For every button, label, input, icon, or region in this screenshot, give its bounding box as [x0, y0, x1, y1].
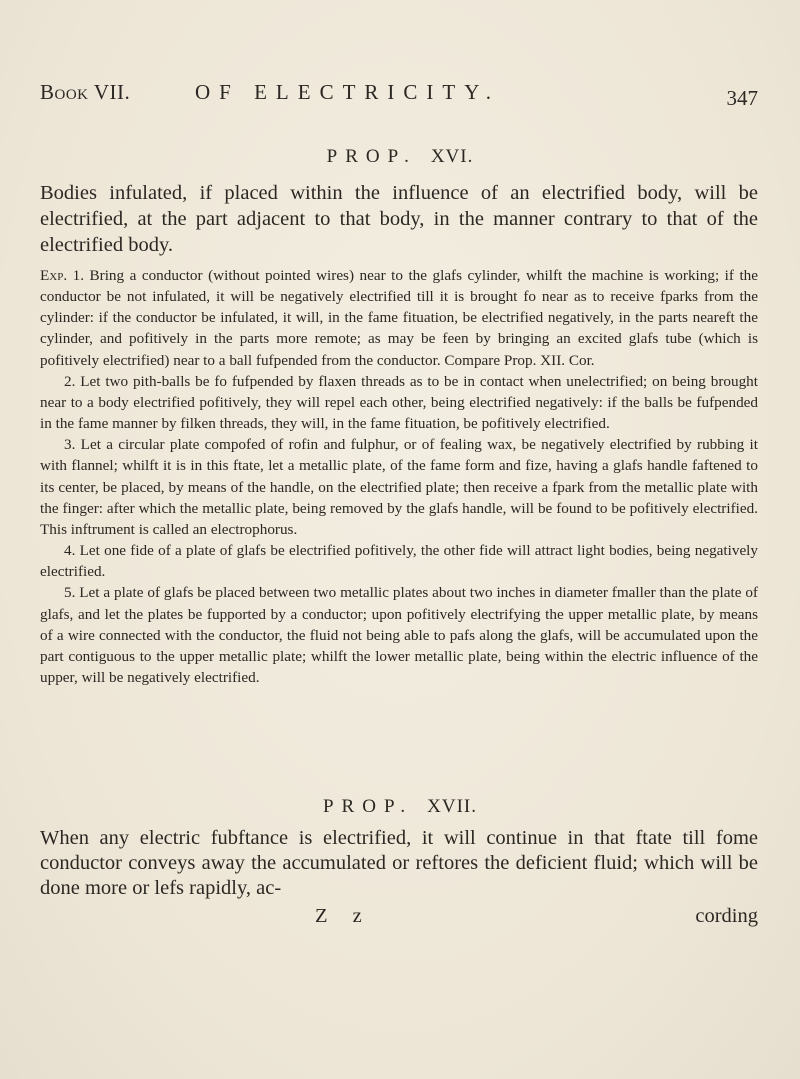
prop-17-statement: When any electric fubftance is electrified, it will continue in that ftate till fome conductor conveys away the accumulated or reftores the deficient fluid; which will be done more or lefs rapidly, ac-	[40, 827, 758, 899]
prop-16-label: PROP.	[326, 146, 417, 167]
experiment-2: 2. Let two pith-balls be fo fufpended by flaxen threads as to be in contact when unelectrified; on being brought near to a body electrified pofitively, they will repel each other, being electrified negatively: if the balls be fufpended in the fame manner by filken threads, they will, in the fame fituation, be pofitively electrified.	[40, 372, 758, 433]
experiment-5: 5. Let a plate of glafs be placed between two metallic plates about two inches in diameter fmaller than the plate of glafs, and let the plates be fupported by a conductor; upon pofitively electrifying the upper metallic plate, by means of a wire connected with the conductor, the fluid not being able to pafs along the glafs, will be accumulated upon the part contiguous to the upper metallic plate; whilft the lower metallic plate, being within the electric influence of the upper, will be negatively electrified.	[40, 584, 758, 686]
exp-label: Exp.	[40, 267, 68, 284]
page-number: 347	[726, 86, 758, 110]
prop-17-number: XVII.	[427, 796, 478, 817]
prop-16-statement: Bodies infulated, if placed within the influence of an electrified body, will be electrified, at the part adjacent to that body, in the manner contrary to that of the electrified body.	[40, 182, 758, 256]
prop-16-heading	[0, 146, 800, 168]
prop-17-label: PROP.	[322, 796, 414, 817]
prop-16-number: XVI.	[430, 146, 474, 167]
experiment-4: 4. Let one fide of a plate of glafs be electrified pofitively, the other fide will attract light bodies, being negatively electrified.	[40, 542, 758, 581]
signature-mark: Z z	[315, 905, 372, 927]
running-header	[40, 80, 758, 116]
prop-17-heading	[0, 796, 800, 818]
page-footer	[40, 905, 758, 931]
experiment-3: 3. Let a circular plate compofed of rofin and fulphur, or of fealing wax, be negatively electrified by rubbing it with flannel; whilft it is in this ftate, let a metallic plate, of the fame form and fize, having a glafs handle faftened to its center, be placed, by means of the handle, on the electrified plate; then receive a fpark from the metallic plate with the finger: after which the metallic plate, being removed by the glafs handle, will be found to be pofitively electrified. This inftrument is called an electrophorus.	[40, 436, 758, 538]
book-label: Book VII.	[40, 80, 131, 104]
experiment-1: Exp. 1. Bring a conductor (without pointed wires) near to the glafs cylinder, whilft the machine is working; if the conductor be not infulated, it will be negatively electrified till it is brought fo near as to receive fparks from the cylinder: if the conductor be infulated, it will, in the fame fituation, be electrified negatively, in the parts neareft the cylinder, and pofitively in the parts more remote; as may be feen by bringing an excited glafs tube (which is pofitively electrified) near to a ball fufpended from the conductor. Compare Prop. XII. Cor.	[40, 267, 758, 369]
catchword: cording	[695, 905, 758, 927]
running-title: OF ELECTRICITY.	[195, 80, 500, 104]
prop-16-experiments	[40, 265, 758, 688]
